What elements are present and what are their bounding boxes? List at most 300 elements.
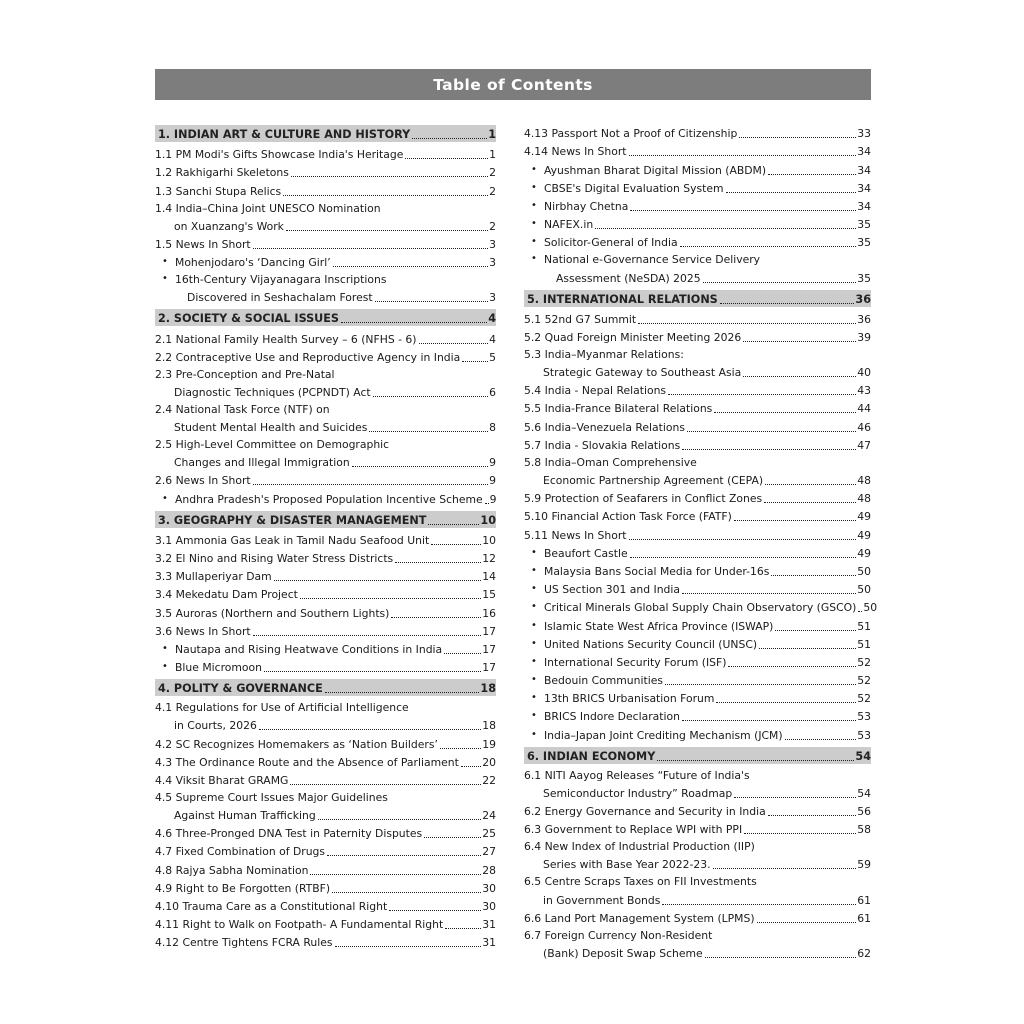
toc-entry[interactable] — [155, 698, 496, 715]
dot-leader — [259, 729, 481, 730]
page-number: 30 — [482, 900, 496, 913]
page-number: 51 — [857, 619, 871, 633]
page-number: 40 — [857, 366, 871, 380]
page-number: 43 — [857, 384, 871, 398]
toc-entry[interactable] — [524, 453, 871, 470]
entry-title: 5. INTERNATIONAL RELATIONS — [527, 292, 718, 306]
dot-leader — [253, 484, 488, 485]
toc-bullet-entry[interactable] — [524, 561, 871, 579]
toc-bullet-entry[interactable] — [524, 579, 871, 597]
dot-leader — [682, 449, 856, 450]
page-number: 53 — [857, 728, 871, 742]
toc-entry[interactable] — [155, 162, 496, 180]
dot-leader — [375, 301, 489, 302]
dot-leader — [391, 617, 481, 618]
entry-title: 4.7 Fixed Combination of Drugs — [155, 845, 326, 859]
dot-leader — [318, 819, 482, 820]
dot-leader — [728, 666, 856, 667]
entry-title: 6.6 Land Port Management System (LPMS) — [524, 911, 755, 925]
page-number: 4 — [488, 312, 496, 326]
toc-entry[interactable] — [155, 788, 496, 805]
toc-entry[interactable] — [524, 123, 871, 141]
dot-leader — [759, 648, 856, 649]
page-number: 52 — [857, 674, 871, 688]
toc-entry[interactable] — [524, 141, 871, 159]
toc-entry-cont[interactable] — [524, 889, 871, 907]
page-number: 31 — [482, 918, 496, 932]
dot-leader — [253, 635, 482, 636]
dot-leader — [369, 431, 488, 432]
entry-title: 3.2 El Nino and Rising Water Stress Districts — [155, 552, 394, 565]
toc-bullet-entry-cont[interactable] — [155, 287, 496, 305]
entry-title: • Malaysia Bans Social Media for Under-16s — [544, 564, 770, 578]
entry-title: 3.5 Auroras (Northern and Southern Lights) — [155, 606, 390, 620]
entry-title: Assessment (NeSDA) 2025 — [556, 271, 701, 285]
page-number: 54 — [855, 749, 871, 763]
toc-entry[interactable] — [155, 733, 496, 751]
dot-leader — [682, 593, 856, 594]
entry-title: 3.6 News In Short — [155, 624, 251, 638]
entry-title: 6. INDIAN ECONOMY — [527, 749, 656, 763]
dot-leader — [461, 766, 481, 767]
entry-title: 6.1 NITI Aayog Releases “Future of India's — [524, 768, 750, 782]
entry-title: 2.1 National Family Health Survey – 6 (NFHS - 6) — [155, 332, 417, 346]
toc-bullet-entry[interactable] — [155, 270, 496, 287]
entry-title: 3.4 Mekedatu Dam Project — [155, 588, 298, 602]
toc-entry[interactable] — [524, 766, 871, 783]
page-number: 49 — [857, 510, 871, 524]
dot-leader — [734, 797, 856, 798]
entry-title: • US Section 301 and India — [544, 583, 681, 597]
entry-title: 4.3 The Ordinance Route and the Absence of Parliament — [155, 755, 459, 769]
page-number: 3 — [489, 256, 496, 270]
entry-title: Economic Partnership Agreement (CEPA) — [543, 474, 764, 487]
toc-bullet-entry[interactable] — [524, 196, 871, 214]
toc-entry[interactable] — [155, 530, 496, 548]
dot-leader — [757, 922, 857, 923]
toc-entry[interactable] — [524, 380, 871, 398]
dot-leader — [768, 174, 856, 175]
dot-leader — [440, 748, 481, 749]
dot-leader — [333, 266, 488, 267]
toc-entry[interactable] — [155, 365, 496, 382]
dot-leader — [253, 248, 488, 249]
toc-entry-cont[interactable] — [155, 382, 496, 400]
toc-entry[interactable] — [524, 506, 871, 524]
entry-title: 4.6 Three-Pronged DNA Test in Paternity Disputes — [155, 827, 423, 841]
entry-title: 4.13 Passport Not a Proof of Citizenship — [524, 127, 738, 141]
toc-entry[interactable] — [524, 801, 871, 819]
page-number: 49 — [857, 546, 871, 560]
toc-entry[interactable] — [155, 328, 496, 346]
dot-leader — [716, 702, 856, 703]
toc-bullet-entry[interactable] — [524, 159, 871, 177]
page-number: 31 — [482, 936, 496, 950]
page-number: 49 — [857, 528, 871, 542]
toc-entry-cont[interactable] — [155, 715, 496, 733]
toc-bullet-entry[interactable] — [524, 232, 871, 250]
entry-title: • 16th-Century Vijayanagara Inscriptions — [175, 273, 387, 287]
entry-title: • Islamic State West Africa Province (ISWAP) — [544, 619, 774, 633]
dot-leader — [705, 957, 857, 958]
entry-title: 2. SOCIETY & SOCIAL ISSUES — [158, 312, 339, 326]
toc-right-column — [524, 123, 878, 961]
entry-title: 5.10 Financial Action Task Force (FATF) — [524, 510, 732, 524]
toc-bullet-entry[interactable] — [524, 178, 871, 196]
page-number: 48 — [857, 492, 871, 506]
dot-leader — [462, 361, 488, 362]
page-number: 3 — [489, 291, 496, 305]
entry-title: 6.5 Centre Scraps Taxes on FII Investments — [524, 875, 757, 889]
toc-entry[interactable] — [155, 180, 496, 198]
entry-title: on Xuanzang's Work — [174, 219, 284, 233]
page-number: 35 — [857, 236, 871, 250]
page-number: 22 — [482, 773, 496, 787]
dot-leader — [630, 557, 857, 558]
page-number: 34 — [857, 181, 871, 195]
entry-title: 5.2 Quad Foreign Minister Meeting 2026 — [524, 330, 742, 344]
toc-bullet-entry-cont[interactable] — [524, 267, 871, 285]
entry-title: • Ayushman Bharat Digital Mission (ABDM) — [544, 163, 767, 177]
toc-entry[interactable] — [155, 347, 496, 365]
entry-title: 1.3 Sanchi Stupa Relics — [155, 184, 282, 198]
entry-title: • International Security Forum (ISF) — [544, 655, 727, 669]
dot-leader — [743, 341, 856, 342]
entry-title: 2.2 Contraceptive Use and Reproductive Agency in India — [155, 350, 461, 364]
toc-entry[interactable] — [524, 819, 871, 837]
dot-leader — [771, 575, 856, 576]
toc-entry[interactable] — [155, 896, 496, 914]
dot-leader — [687, 431, 856, 432]
entry-title: Against Human Trafficking — [174, 809, 316, 823]
dot-leader — [352, 466, 488, 467]
dot-leader — [412, 138, 487, 139]
entry-title: • India–Japan Joint Crediting Mechanism (JCM) — [544, 728, 783, 742]
toc-entry[interactable] — [524, 872, 871, 889]
entry-title: Student Mental Health and Suicides — [174, 421, 368, 435]
entry-title: 5.6 India–Venezuela Relations — [524, 420, 685, 434]
dot-leader — [428, 524, 479, 525]
entry-title: 4.14 News In Short — [524, 145, 627, 159]
entry-title: 4. POLITY & GOVERNANCE — [158, 682, 323, 696]
section-heading[interactable] — [155, 125, 496, 142]
dot-leader — [424, 837, 481, 838]
toc-entry[interactable] — [155, 932, 496, 950]
entry-title: 3.1 Ammonia Gas Leak in Tamil Nadu Seafood Unit — [155, 533, 430, 547]
entry-title: 1.4 India–China Joint UNESCO Nomination — [155, 201, 381, 215]
entry-title: • United Nations Security Council (UNSC) — [544, 637, 758, 651]
dot-leader — [744, 833, 856, 834]
toc-bullet-entry[interactable] — [524, 214, 871, 232]
page-number: 59 — [857, 858, 871, 872]
dot-leader — [739, 137, 856, 138]
entry-title: 4.10 Trauma Care as a Constitutional Right — [155, 900, 388, 913]
page-number: 18 — [480, 682, 496, 696]
toc-entry[interactable] — [155, 144, 496, 162]
entry-title: 4.9 Right to Be Forgotten (RTBF) — [155, 881, 331, 895]
toc-entry[interactable] — [524, 327, 871, 345]
entry-title: 1.2 Rakhigarhi Skeletons — [155, 166, 289, 180]
page-number: 2 — [489, 184, 496, 198]
dot-leader — [274, 580, 482, 581]
toc-entry[interactable] — [155, 199, 496, 216]
entry-title: • Mohenjodaro's ‘Dancing Girl’ — [175, 256, 331, 270]
dot-leader — [638, 323, 856, 324]
toc-bullet-entry[interactable] — [524, 688, 871, 706]
toc-entry[interactable] — [155, 752, 496, 770]
toc-bullet-entry[interactable] — [155, 657, 496, 675]
entry-title: 4.4 Viksit Bharat GRAMG — [155, 773, 289, 787]
page-number: 1 — [489, 148, 496, 162]
page-number: 62 — [857, 946, 871, 960]
dot-leader — [283, 195, 488, 196]
entry-title: • Nautapa and Rising Heatwave Conditions in India — [175, 642, 443, 656]
page-number: 27 — [482, 845, 496, 859]
page-number: 20 — [482, 755, 496, 769]
toc-entry[interactable] — [155, 584, 496, 602]
toc-entry[interactable] — [155, 770, 496, 788]
page-number: 16 — [482, 606, 496, 620]
dot-leader — [595, 228, 856, 229]
entry-title: • 13th BRICS Urbanisation Forum — [544, 692, 715, 706]
entry-title: • Blue Micromoon — [175, 661, 262, 675]
toc-entry-cont[interactable] — [524, 943, 871, 961]
entry-title: 2.4 National Task Force (NTF) on — [155, 402, 330, 416]
dot-leader — [445, 928, 481, 929]
dot-leader — [743, 376, 856, 377]
entry-title: 5.8 India–Oman Comprehensive — [524, 455, 697, 469]
entry-title: 4.1 Regulations for Use of Artificial Intelligence — [155, 701, 409, 715]
toc-entry[interactable] — [524, 488, 871, 506]
toc-entry[interactable] — [155, 914, 496, 932]
entry-title: 4.8 Rajya Sabha Nomination — [155, 863, 309, 877]
dot-leader — [485, 503, 489, 504]
dot-leader — [286, 230, 488, 231]
section-heading[interactable] — [155, 511, 496, 528]
page-number: 12 — [482, 552, 496, 565]
dot-leader — [629, 155, 857, 156]
toc-entry[interactable] — [524, 416, 871, 434]
dot-leader — [657, 760, 854, 761]
dot-leader — [668, 394, 856, 395]
entry-title: 2.3 Pre-Conception and Pre-Natal — [155, 367, 335, 381]
page-number: 36 — [857, 312, 871, 326]
toc-entry-cont[interactable] — [155, 216, 496, 234]
toc-bullet-entry[interactable] — [524, 706, 871, 724]
dot-leader — [630, 210, 856, 211]
toc-entry-cont[interactable] — [524, 470, 871, 488]
section-heading[interactable] — [524, 747, 871, 764]
toc-entry-cont[interactable] — [155, 417, 496, 435]
toc-entry[interactable] — [524, 345, 871, 362]
page-number: 2 — [489, 166, 496, 180]
page-number: 44 — [857, 402, 871, 416]
dot-leader — [444, 653, 481, 654]
page-number: 1 — [488, 128, 496, 141]
dot-leader — [785, 739, 857, 740]
entry-title: • CBSE's Digital Evaluation System — [544, 181, 724, 195]
entry-title: 6.7 Foreign Currency Non-Resident — [524, 928, 713, 942]
toc-entry[interactable] — [155, 400, 496, 417]
dot-leader — [726, 192, 857, 193]
dot-leader — [332, 892, 481, 893]
toc-entry[interactable] — [524, 837, 871, 854]
entry-title: 5.9 Protection of Seafarers in Conflict Zones — [524, 492, 763, 506]
toc-bullet-entry[interactable] — [524, 724, 871, 742]
toc-entry-cont[interactable] — [524, 783, 871, 801]
toc-entry-cont[interactable] — [524, 854, 871, 872]
toc-entry[interactable] — [155, 435, 496, 452]
toc-bullet-entry[interactable] — [155, 639, 496, 657]
dot-leader — [858, 611, 862, 612]
dot-leader — [389, 910, 481, 911]
page-number: 50 — [857, 564, 871, 578]
entry-title: 2.6 News In Short — [155, 474, 251, 488]
page-number: 9 — [489, 492, 497, 506]
page-title: Table of Contents — [155, 69, 871, 100]
page-number: 36 — [855, 292, 871, 306]
toc-entry[interactable] — [524, 435, 871, 453]
entry-title: 5.5 India-France Bilateral Relations — [524, 402, 713, 416]
page-number: 28 — [482, 863, 496, 877]
section-heading[interactable] — [524, 290, 871, 307]
page-number: 10 — [482, 533, 496, 547]
toc-bullet-entry[interactable] — [524, 652, 871, 670]
page-number: 53 — [857, 710, 871, 724]
toc-bullet-entry[interactable] — [524, 250, 871, 267]
page-number: 17 — [482, 624, 496, 638]
toc-entry[interactable] — [155, 621, 496, 639]
toc-bullet-entry[interactable] — [524, 597, 878, 615]
dot-leader — [662, 904, 856, 905]
toc-entry-cont[interactable] — [524, 362, 871, 380]
toc-entry[interactable] — [524, 908, 871, 926]
page-number: 61 — [857, 911, 871, 925]
page-number: 58 — [857, 823, 871, 837]
toc-bullet-entry[interactable] — [524, 634, 871, 652]
page-number: 17 — [482, 642, 496, 656]
toc-bullet-entry[interactable] — [524, 670, 871, 688]
dot-leader — [291, 176, 488, 177]
toc-bullet-entry[interactable] — [524, 615, 871, 633]
dot-leader — [713, 868, 857, 869]
entry-title: 5.1 52nd G7 Summit — [524, 312, 637, 326]
entry-title: 4.5 Supreme Court Issues Major Guidelines — [155, 790, 388, 804]
page-number: 54 — [857, 786, 871, 800]
toc-entry-cont[interactable] — [155, 452, 496, 470]
entry-title: 3. GEOGRAPHY & DISASTER MANAGEMENT — [158, 513, 427, 527]
entry-title: • Nirbhay Chetna — [544, 199, 629, 213]
toc-entry[interactable] — [155, 823, 496, 841]
entry-title: in Courts, 2026 — [174, 719, 257, 733]
page-number: 15 — [482, 588, 496, 602]
dot-leader — [373, 396, 488, 397]
dot-leader — [629, 539, 857, 540]
toc-entry[interactable] — [155, 602, 496, 620]
toc-bullet-entry[interactable] — [524, 543, 871, 561]
page-number: 30 — [482, 881, 496, 895]
entry-title: 1.1 PM Modi's Gifts Showcase India's Heritage — [155, 148, 404, 162]
entry-title: Strategic Gateway to Southeast Asia — [543, 366, 742, 380]
entry-title: 2.5 High-Level Committee on Demographic — [155, 438, 390, 452]
page-number: 33 — [857, 127, 871, 141]
entry-title: 5.3 India–Myanmar Relations: — [524, 347, 684, 361]
page-number: 39 — [857, 330, 871, 344]
page-number: 34 — [857, 163, 871, 177]
page-number: 50 — [857, 583, 871, 597]
dot-leader — [765, 484, 856, 485]
entry-title: 5.11 News In Short — [524, 528, 627, 542]
dot-leader — [680, 246, 857, 247]
dot-leader — [290, 784, 481, 785]
dot-leader — [310, 874, 481, 875]
page-number: 4 — [489, 332, 496, 346]
page-number: 35 — [857, 271, 871, 285]
entry-title: • Bedouin Communities — [544, 674, 663, 688]
toc-entry[interactable] — [524, 309, 871, 327]
entry-title: 4.12 Centre Tightens FCRA Rules — [155, 936, 333, 950]
toc-entry[interactable] — [155, 841, 496, 859]
section-heading[interactable] — [155, 309, 496, 326]
dot-leader — [734, 520, 856, 521]
dot-leader — [395, 562, 481, 563]
toc-bullet-entry[interactable] — [155, 252, 496, 270]
entry-title: 1. INDIAN ART & CULTURE AND HISTORY — [158, 128, 411, 141]
page-number: 56 — [857, 805, 871, 818]
dot-leader — [768, 815, 857, 816]
page-number: 17 — [482, 661, 496, 675]
toc-entry[interactable] — [524, 398, 871, 416]
toc-entry[interactable] — [155, 470, 496, 488]
toc-entry[interactable] — [155, 859, 496, 877]
dot-leader — [419, 343, 489, 344]
entry-title: • National e-Governance Service Delivery — [544, 253, 761, 267]
page-number: 19 — [482, 737, 496, 751]
page-number: 47 — [857, 438, 871, 452]
page-number: 8 — [489, 421, 496, 435]
entry-title: 3.3 Mullaperiyar Dam — [155, 570, 272, 584]
page-number: 46 — [857, 420, 871, 434]
toc-entry[interactable] — [524, 524, 871, 542]
dot-leader — [720, 303, 855, 304]
entry-title: • Solicitor-General of India — [544, 236, 678, 250]
entry-title: 4.2 SC Recognizes Homemakers as ‘Nation Builders’ — [155, 737, 438, 751]
toc-entry[interactable] — [524, 926, 871, 943]
dot-leader — [300, 598, 481, 599]
dot-leader — [264, 671, 481, 672]
toc-entry[interactable] — [155, 234, 496, 252]
toc-entry[interactable] — [155, 566, 496, 584]
entry-title: (Bank) Deposit Swap Scheme — [543, 946, 703, 960]
dot-leader — [665, 684, 856, 685]
toc-entry-cont[interactable] — [155, 805, 496, 823]
entry-title: • Critical Minerals Global Supply Chain Observatory (GSCO) — [544, 601, 857, 615]
entry-title: 6.2 Energy Governance and Security in India — [524, 805, 766, 818]
toc-bullet-entry[interactable] — [155, 488, 496, 506]
entry-title: 5.4 India - Nepal Relations — [524, 384, 667, 398]
page-number: 2 — [489, 219, 496, 233]
entry-title: Diagnostic Techniques (PCPNDT) Act — [174, 385, 371, 399]
section-heading[interactable] — [155, 679, 496, 696]
entry-title: Semiconductor Industry” Roadmap — [543, 786, 733, 800]
dot-leader — [431, 544, 481, 545]
dot-leader — [714, 412, 856, 413]
page-number: 25 — [482, 827, 496, 841]
toc-entry[interactable] — [155, 878, 496, 896]
page-number: 61 — [857, 893, 871, 907]
dot-leader — [325, 692, 480, 693]
toc-entry[interactable] — [155, 548, 496, 566]
